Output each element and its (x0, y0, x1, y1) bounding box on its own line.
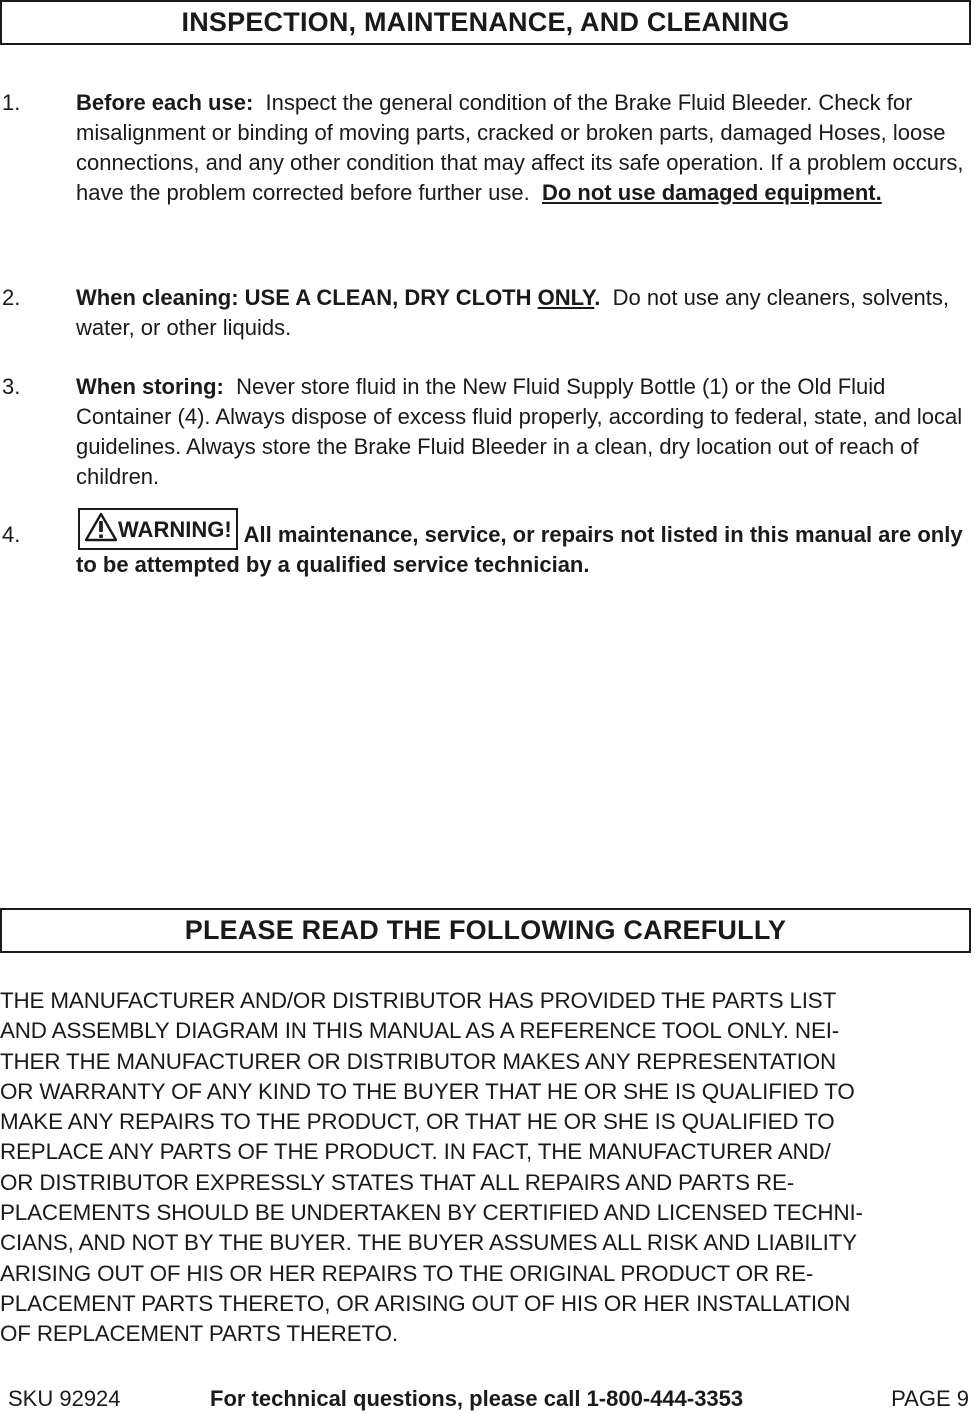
disclaimer-line: REPLACE ANY PARTS OF THE PRODUCT. IN FACT, THE MANUFACTURER AND/ (0, 1139, 831, 1165)
disclaimer-line: THE MANUFACTURER AND/OR DISTRIBUTOR HAS PROVIDED THE PARTS LIST (0, 988, 837, 1013)
page-footer (0, 1384, 975, 1414)
item-number: 4. (2, 522, 21, 547)
item-body (76, 517, 971, 580)
section-title-inspection: INSPECTION, MAINTENANCE, AND CLEANING (0, 0, 971, 45)
item-lead-underlined: ONLY (537, 285, 595, 310)
item-emphasis: Do not use damaged equipment. (541, 180, 882, 205)
item-number: 2. (2, 285, 21, 310)
disclaimer-line: THER THE MANUFACTURER OR DISTRIBUTOR MAKES ANY REPRESENTATION (0, 1048, 836, 1074)
item-lead-end: . (594, 285, 601, 310)
disclaimer-line: PLACEMENT PARTS THERETO, OR ARISING OUT OF HIS OR HER INSTALLATION (0, 1290, 851, 1316)
disclaimer-paragraph (0, 986, 975, 1350)
item-body (76, 372, 971, 492)
item-lead: Before each use: (76, 90, 254, 115)
item-text: All maintenance, service, or repairs not listed in this manual are only to be attempted by a qualified service technician. (76, 522, 963, 578)
page-number: PAGE 9 (891, 1386, 969, 1411)
item-number: 3. (2, 374, 21, 399)
disclaimer-line: CIANS, AND NOT BY THE BUYER. THE BUYER ASSUMES ALL RISK AND LIABILITY (0, 1230, 857, 1256)
item-text: Never store fluid in the New Fluid Supply Bottle (1) or the Old Fluid Container (4). Always dispose of excess fluid properly, according to federal, state, and local guidelines. Always store the Brake Fluid Bleeder in a clean, dry location out of reach of children. (76, 374, 963, 489)
item-number: 1. (2, 90, 21, 115)
warning-label: WARNING! (118, 517, 232, 543)
item-text: Do not use any cleaners, solvents, water, or other liquids. (76, 285, 949, 340)
disclaimer-line: OF REPLACEMENT PARTS THERETO. (0, 1321, 398, 1347)
disclaimer-line: MAKE ANY REPAIRS TO THE PRODUCT, OR THAT HE OR SHE IS QUALIFIED TO (0, 1109, 835, 1135)
tech-support-line: For technical questions, please call 1-800-444-3353 (210, 1386, 744, 1411)
item-body (76, 283, 971, 343)
item-lead: When storing: (76, 374, 224, 399)
disclaimer-line: ARISING OUT OF HIS OR HER REPAIRS TO THE ORIGINAL PRODUCT OR RE- (0, 1260, 814, 1286)
disclaimer-line: OR WARRANTY OF ANY KIND TO THE BUYER THAT HE OR SHE IS QUALIFIED TO (0, 1078, 855, 1104)
disclaimer-line: OR DISTRIBUTOR EXPRESSLY STATES THAT ALL REPAIRS AND PARTS RE- (0, 1169, 795, 1195)
disclaimer-line: PLACEMENTS SHOULD BE UNDERTAKEN BY CERTIFIED AND LICENSED TECHNI- (0, 1200, 863, 1226)
item-lead: When cleaning: USE A CLEAN, DRY CLOTH (76, 285, 532, 310)
section-title-please-read: PLEASE READ THE FOLLOWING CAREFULLY (0, 908, 971, 953)
item-body (76, 88, 971, 208)
warning-badge (78, 508, 238, 550)
warning-triangle-icon (84, 512, 118, 542)
sku-label: SKU 92924 (8, 1386, 121, 1411)
disclaimer-line: AND ASSEMBLY DIAGRAM IN THIS MANUAL AS A REFERENCE TOOL ONLY. NEI- (0, 1018, 840, 1044)
item-text: Inspect the general condition of the Brake Fluid Bleeder. Check for misalignment or binding of moving parts, cracked or broken parts, damaged Hoses, loose connections, and any other condition that may affect its safe operation. If a problem occurs, have the problem corrected before further use. (76, 90, 964, 205)
